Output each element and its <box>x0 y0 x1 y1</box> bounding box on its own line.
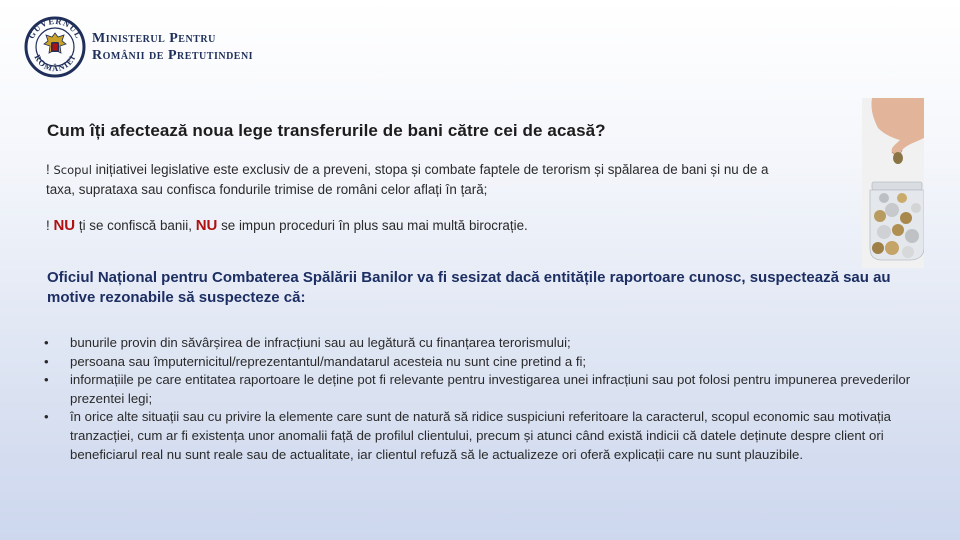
header <box>24 16 253 78</box>
paragraph-text: ți se confiscă banii, <box>75 218 196 233</box>
seal-text-bottom: ROMÂNIEI <box>32 52 78 74</box>
list-item <box>44 371 914 408</box>
paragraph-text: se impun proceduri în plus sau mai multă birocrație. <box>217 218 528 233</box>
list-item-text: persoana sau împuternicitul/reprezentantul/mandatarul acesteia nu sunt cine pretind a fi; <box>70 353 587 369</box>
no-confiscation-paragraph <box>46 217 528 234</box>
nu-emphasis: NU <box>53 217 76 234</box>
list-item-text: în orice alte situații sau cu privire la elemente care sunt de natură să ridice suspiciuni referitoare la caracterul, scopul economic sau motivația tranzacției, cum ar fi existența unor anomalii față de profilul clientului, precum și atunci când există indicii că datele deținute despre client ori beneficiarul real nu sunt reale sau de actualitate, iar clientul refuză să le actualizeze ori oferă explicații care nu sunt plauzibile. <box>70 409 891 462</box>
list-item <box>44 334 914 353</box>
bullet-icon: • <box>44 353 49 369</box>
scope-word: Scopul <box>53 163 92 177</box>
page-title: Cum îți afectează noua lege transferurile de bani către cei de acasă? <box>47 121 606 140</box>
government-seal-logo <box>24 16 86 78</box>
exclamation-mark: ! <box>46 162 54 177</box>
ministry-line-1: Ministerul Pentru <box>92 31 216 46</box>
exclamation-mark: ! <box>46 218 54 233</box>
scope-text: inițiativei legislative este exclusiv de a preveni, stopa și combate faptele de terorism și spălarea de bani și nu de a taxa, suprataxa sau confisca fondurile trimise de români celor aflați în țară; <box>46 162 769 197</box>
ministry-line-2: Românii de Pretutindeni <box>92 48 254 63</box>
section-title: Oficiul Național pentru Combaterea Spălării Banilor va fi sesizat dacă entitățile raportoare cunosc, suspectează sau au motive rezonabile să suspecteze că: <box>47 269 891 306</box>
list-item <box>44 353 914 372</box>
bullet-icon: • <box>44 409 49 425</box>
list-item <box>44 408 914 464</box>
nu-emphasis: NU <box>195 217 218 234</box>
scope-paragraph <box>46 160 796 200</box>
seal-text-top: GUVERNUL <box>25 16 85 41</box>
bullet-icon: • <box>44 335 49 350</box>
ministry-name <box>92 30 253 64</box>
list-item-text: informațiile pe care entitatea raportoare le deține pot fi relevante pentru investigarea unei infracțiuni sau pot folosi pentru impunerea prevederilor prezentei legi; <box>70 372 911 406</box>
coin-jar-photo <box>862 98 924 268</box>
list-item-text: bunurile provin din săvârșirea de infracțiuni sau au legătură cu finanțarea terorismului; <box>70 335 571 350</box>
bullet-icon: • <box>44 372 49 388</box>
bullet-list <box>44 334 914 464</box>
